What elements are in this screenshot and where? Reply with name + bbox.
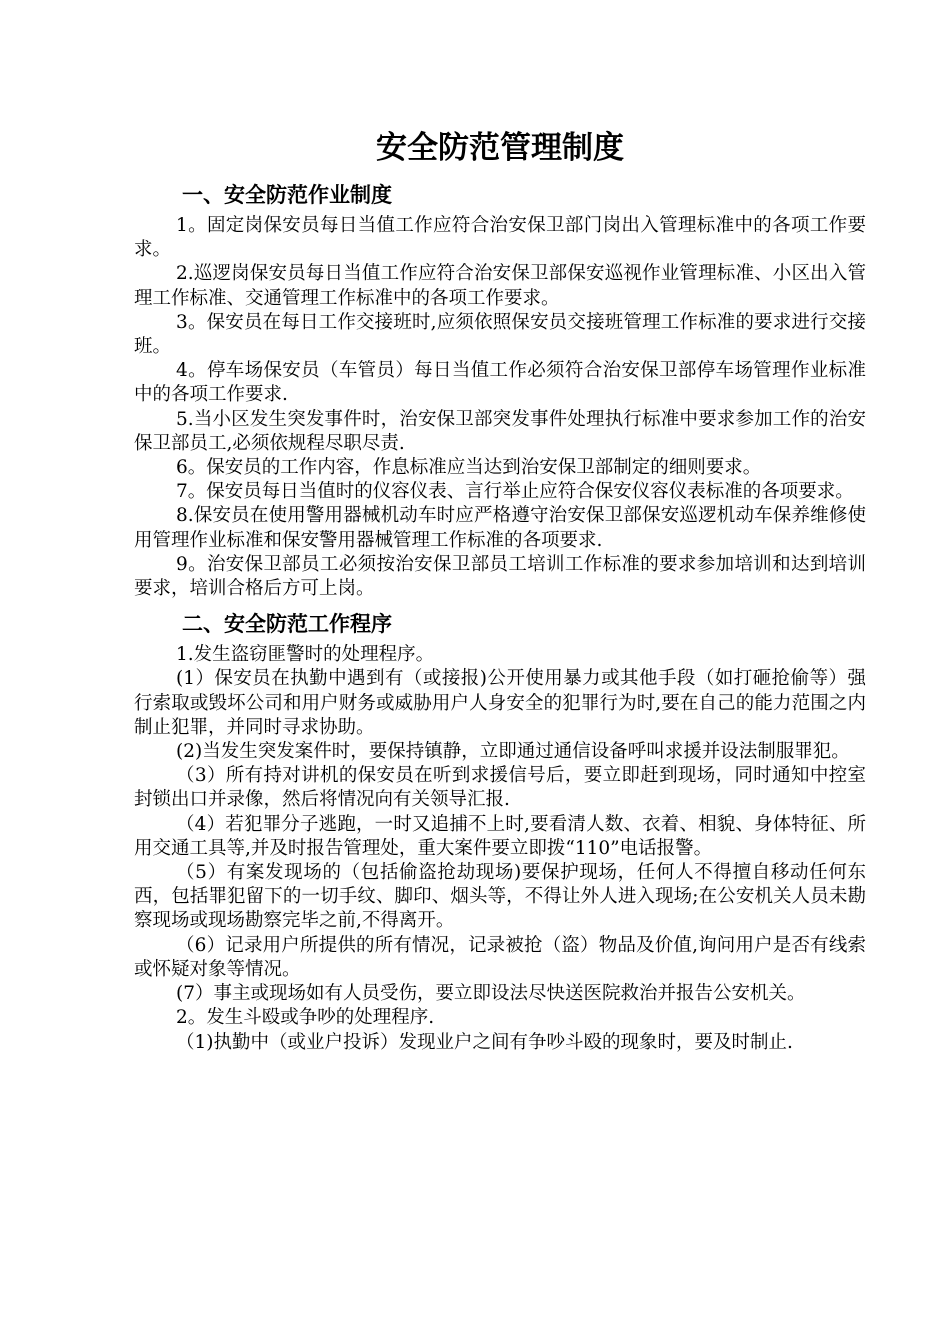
paragraph: 2。发生斗殴或争吵的处理程序. [176, 1007, 435, 1029]
paragraph: （1)执勤中（或业户投诉）发现业户之间有争吵斗殴的现象时，要及时制止. [176, 1031, 793, 1053]
paragraph: 1。固定岗保安员每日当值工作应符合治安保卫部门岗出入管理标准中的各项工作要求。 [134, 215, 866, 261]
paragraph: 9。治安保卫部员工必须按治安保卫部员工培训工作标准的要求参加培训和达到培训要求，培训合格后方可上岗。 [134, 553, 866, 600]
paragraph: 4。停车场保安员（车管员）每日当值工作必须符合治安保卫部停车场管理作业标准中的各项工作要求. [134, 360, 866, 406]
paragraph: 2.巡逻岗保安员每日当值工作应符合治安保卫部保安巡视作业管理标准、小区出入管理工作标准、交通管理工作标准中的各项工作要求。 [134, 263, 866, 309]
paragraph: 3。保安员在每日工作交接班时,应须依照保安员交接班管理工作标准的要求进行交接班。 [134, 311, 866, 358]
paragraph: (2)当发生突发案件时，要保持镇静，立即通过通信设备呼叫求援并设法制服罪犯。 [176, 741, 850, 763]
paragraph: (1）保安员在执勤中遇到有（或接报)公开使用暴力或其他手段（如打砸抢偷等）强行索取或毁坏公司和用户财务或威胁用户人身安全的犯罪行为时,要在自己的能力范围之内制止犯罪，并同时寻求协助。 [134, 668, 866, 738]
paragraph: （6）记录用户所提供的所有情况，记录被抢（盗）物品及价值,询问用户是否有线索或怀疑对象等情况。 [134, 934, 866, 980]
paragraph: （4）若犯罪分子逃跑，一时又追捕不上时,要看清人数、衣着、相貌、身体特征、所用交通工具等,并及时报告管理处，重大案件要立即拨“110”电话报警。 [134, 813, 866, 859]
section-heading: 一、安全防范作业制度 [182, 183, 392, 207]
section-body [134, 214, 866, 601]
paragraph: （5）有案发现场的（包括偷盗抢劫现场)要保护现场，任何人不得擅自移动任何东西，包括罪犯留下的一切手纹、脚印、烟头等，不得让外人进入现场;在公安机关人员未勘察现场或现场勘察完毕之前,不得离开。 [134, 862, 866, 932]
paragraph: 7。保安员每日当值时的仪容仪表、言行举止应符合保安仪容仪表标准的各项要求。 [176, 481, 854, 503]
paragraph: (7）事主或现场如有人员受伤，要立即设法尽快送医院救治并报告公安机关。 [176, 983, 806, 1005]
paragraph: 6。保安员的工作内容，作息标准应当达到治安保卫部制定的细则要求。 [176, 457, 762, 479]
section-body [134, 643, 866, 1054]
paragraph: 8.保安员在使用警用器械机动车时应严格遵守治安保卫部保安巡逻机动车保养维修使用管理作业标准和保安警用器械管理工作标准的各项要求. [134, 505, 866, 551]
paragraph: 1.发生盗窃匪警时的处理程序。 [176, 644, 435, 666]
document-title: 安全防范管理制度 [376, 130, 624, 166]
paragraph: 5.当小区发生突发事件时，治安保卫部突发事件处理执行标准中要求参加工作的治安保卫部员工,必须依规程尽职尽责. [134, 408, 866, 454]
section-heading: 二、安全防范工作程序 [182, 612, 392, 637]
document-page [134, 122, 866, 1055]
paragraph: （3）所有持对讲机的保安员在听到求援信号后，要立即赶到现场，同时通知中控室封锁出口并录像，然后将情况向有关领导汇报. [134, 765, 866, 811]
